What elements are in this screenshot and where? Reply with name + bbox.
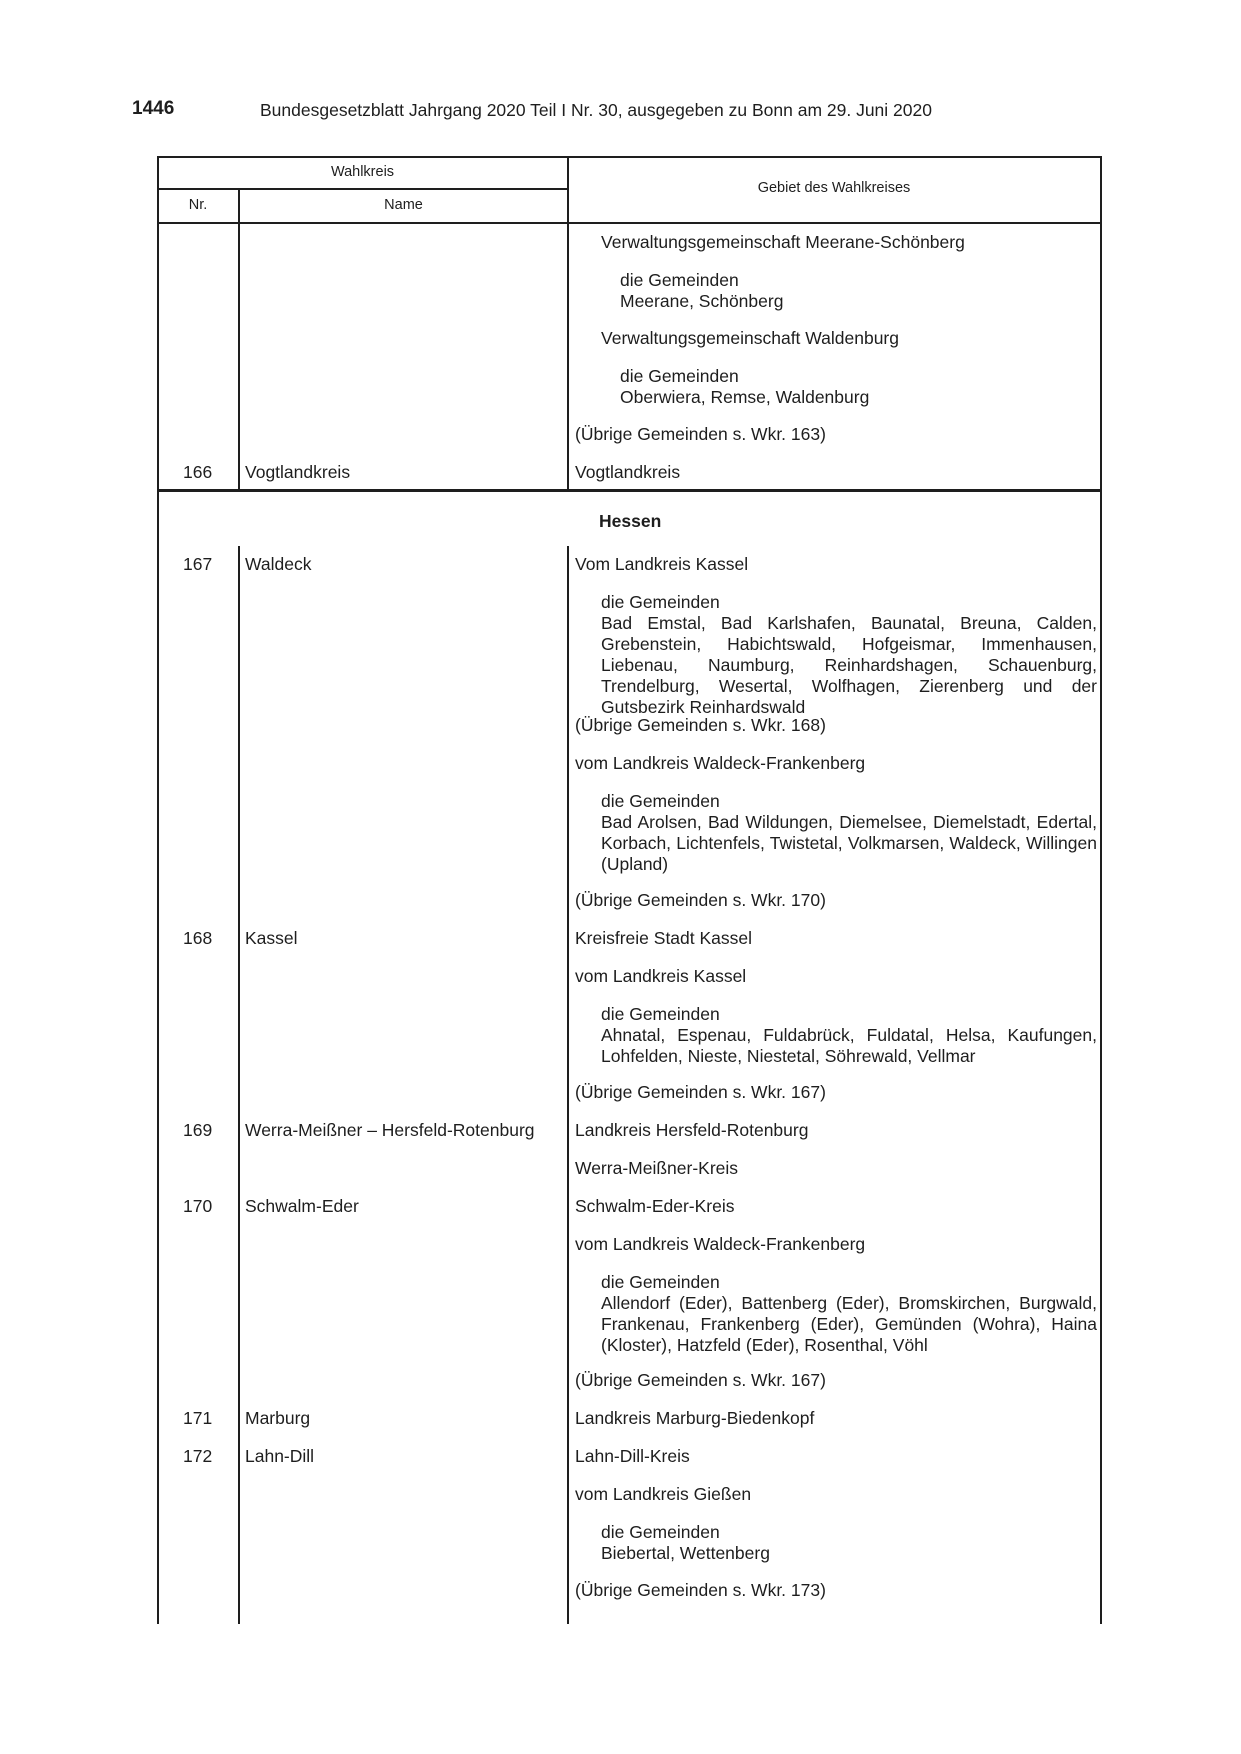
gebiet-line: Meerane, Schönberg [620, 291, 784, 311]
right-rule-bottom [1100, 492, 1102, 1624]
gebiet-line: vom Landkreis Waldeck-Frankenberg [575, 753, 866, 773]
wahlkreis-name: Schwalm-Eder [245, 1196, 359, 1216]
header-bottom-rule [157, 222, 1102, 224]
gebiet-line: die Gemeinden [601, 1004, 720, 1024]
gebiet-line: Landkreis Hersfeld-Rotenburg [575, 1120, 809, 1140]
gebiet-line: (Übrige Gemeinden s. Wkr. 167) [575, 1082, 826, 1102]
gebiet-line: Kreisfreie Stadt Kassel [575, 928, 753, 948]
gebiet-line: Biebertal, Wettenberg [601, 1543, 770, 1563]
gebiet-line: (Übrige Gemeinden s. Wkr. 167) [575, 1370, 826, 1390]
gebiet-line: die Gemeinden [601, 592, 720, 612]
page-header [0, 98, 1241, 124]
left-rule-bottom [157, 492, 159, 1624]
gebiet-line: die Gemeinden [620, 270, 739, 290]
header-nr: Nr. [188, 197, 208, 213]
gebiet-line: Lahn-Dill-Kreis [575, 1446, 690, 1466]
wahlkreis-nr: 169 [183, 1120, 213, 1140]
header-right-rule [1100, 156, 1102, 490]
wahlkreis-nr: 167 [183, 554, 213, 574]
wahlkreis-name: Vogtlandkreis [245, 462, 351, 482]
header-wahlkreis: Wahlkreis [330, 164, 395, 180]
gebiet-line: Werra-Meißner-Kreis [575, 1158, 739, 1178]
gebiet-line: die Gemeinden [601, 791, 720, 811]
wahlkreis-table [157, 156, 1102, 1624]
gebiet-line: (Übrige Gemeinden s. Wkr. 173) [575, 1580, 826, 1600]
gebiet-line: die Gemeinden [620, 366, 739, 386]
gebiet-line: Vogtlandkreis [575, 462, 681, 482]
gebiet-paragraph: Allendorf (Eder), Battenberg (Eder), Bromskirchen, Burgwald, Frankenau, Frankenberg (Eder), Gemünden (Wohra), Haina (Kloster), Hatzfeld (Eder), Rosenthal, Vöhl [601, 1293, 1097, 1355]
wahlkreis-nr: 166 [183, 462, 213, 482]
gebiet-line: (Übrige Gemeinden s. Wkr. 163) [575, 424, 826, 444]
gebiet-line: vom Landkreis Gießen [575, 1484, 752, 1504]
wahlkreis-nr: 168 [183, 928, 213, 948]
gebiet-line: Verwaltungsgemeinschaft Meerane-Schönberg [601, 232, 965, 252]
wahlkreis-nr: 172 [183, 1446, 213, 1466]
gebiet-paragraph: Ahnatal, Espenau, Fuldabrück, Fuldatal, Helsa, Kaufungen, Lohfelden, Nieste, Niestetal, Söhrewald, Vellmar [601, 1025, 1097, 1066]
section-rule [157, 489, 1102, 492]
wahlkreis-name: Lahn-Dill [245, 1446, 315, 1466]
gebiet-paragraph: Bad Arolsen, Bad Wildungen, Diemelsee, Diemelstadt, Edertal, Korbach, Lichtenfels, Twistetal, Volkmarsen, Waldeck, Willingen (Upland) [601, 812, 1097, 874]
wahlkreis-nr: 171 [183, 1408, 213, 1428]
gebiet-line: die Gemeinden [601, 1522, 720, 1542]
wahlkreis-name: Werra-Meißner – Hersfeld-Rotenburg [245, 1120, 535, 1140]
header-name: Name [384, 197, 423, 213]
gebiet-line: die Gemeinden [601, 1272, 720, 1292]
wahlkreis-name: Waldeck [245, 554, 312, 574]
running-head: Bundesgesetzblatt Jahrgang 2020 Teil I Nr. 30, ausgegeben zu Bonn am 29. Juni 2020 [260, 100, 932, 120]
gebiet-line: Verwaltungsgemeinschaft Waldenburg [601, 328, 899, 348]
table-top-rule [157, 156, 1102, 158]
name-column-rule-bottom [567, 546, 569, 1624]
gebiet-paragraph: Bad Emstal, Bad Karlshafen, Baunatal, Breuna, Calden, Grebenstein, Habichtswald, Hofgeismar, Immenhausen, Liebenau, Naumburg, Reinhardshagen, Schauenburg, Trendelburg, Wesertal, Wolfhagen, Zierenberg und der Gutsbezirk Reinhardswald [601, 613, 1097, 717]
gebiet-line: Vom Landkreis Kassel [575, 554, 749, 574]
gebiet-line: vom Landkreis Waldeck-Frankenberg [575, 1234, 866, 1254]
wahlkreis-name: Kassel [245, 928, 298, 948]
gebiet-line: Schwalm-Eder-Kreis [575, 1196, 735, 1216]
header-split-rule [157, 188, 568, 190]
nr-column-rule-top [238, 188, 240, 490]
page-number: 1446 [132, 98, 175, 119]
gebiet-line: Oberwiera, Remse, Waldenburg [620, 387, 870, 407]
wahlkreis-nr: 170 [183, 1196, 213, 1216]
land-heading: Hessen [599, 511, 662, 531]
gebiet-line: (Übrige Gemeinden s. Wkr. 168) [575, 715, 826, 735]
wahlkreis-name: Marburg [245, 1408, 311, 1428]
header-gebiet: Gebiet des Wahlkreises [757, 180, 911, 196]
nr-column-rule-bottom [238, 546, 240, 1624]
gebiet-line: (Übrige Gemeinden s. Wkr. 170) [575, 890, 826, 910]
gebiet-line: vom Landkreis Kassel [575, 966, 747, 986]
gebiet-line: Landkreis Marburg-Biedenkopf [575, 1408, 815, 1428]
